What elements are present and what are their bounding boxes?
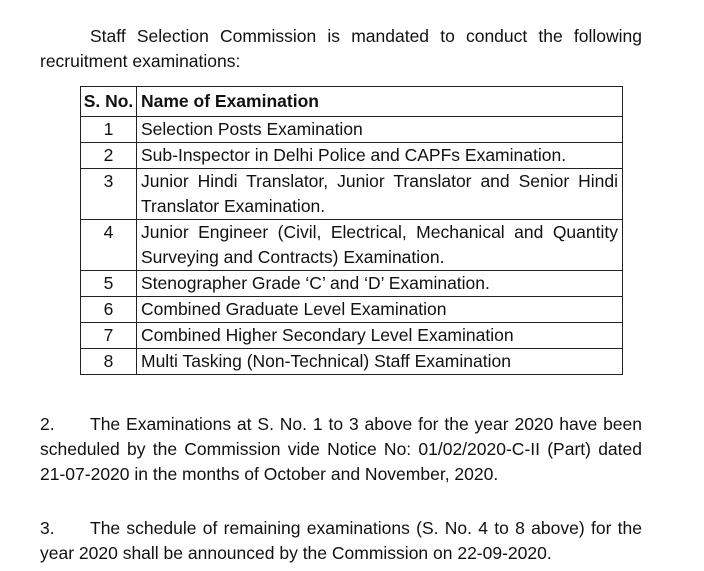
row-sno: 8 [81, 349, 137, 375]
table-row [81, 169, 623, 220]
intro-paragraph: Staff Selection Commission is mandated to conduct the following recruitment examinations: [40, 26, 642, 71]
table-header-row [81, 87, 623, 117]
paragraph-number: 2. [40, 414, 55, 434]
table-row [81, 271, 623, 297]
paragraph-3 [40, 516, 642, 566]
row-exam-name: Multi Tasking (Non-Technical) Staff Examination [137, 349, 623, 375]
paragraph-2 [40, 412, 642, 487]
row-exam-name: Sub-Inspector in Delhi Police and CAPFs Examination. [137, 143, 623, 169]
row-sno: 5 [81, 271, 137, 297]
examinations-table [80, 86, 623, 375]
name-column-header: Name of Examination [137, 87, 623, 117]
row-exam-name: Selection Posts Examination [137, 117, 623, 143]
row-exam-name: Junior Hindi Translator, Junior Translator and Senior Hindi Translator Examination. [137, 169, 623, 220]
table-row [81, 323, 623, 349]
row-exam-name: Stenographer Grade ‘C’ and ‘D’ Examination. [137, 271, 623, 297]
sno-column-header: S. No. [81, 87, 137, 117]
row-exam-name: Junior Engineer (Civil, Electrical, Mechanical and Quantity Surveying and Contracts) Examination. [137, 220, 623, 271]
document-body [40, 24, 642, 74]
table-row [81, 220, 623, 271]
table-row [81, 143, 623, 169]
table-row [81, 297, 623, 323]
row-sno: 1 [81, 117, 137, 143]
row-sno: 6 [81, 297, 137, 323]
row-sno: 3 [81, 169, 137, 220]
table-row [81, 117, 623, 143]
row-exam-name: Combined Graduate Level Examination [137, 297, 623, 323]
paragraph-text: The schedule of remaining examinations (S. No. 4 to 8 above) for the year 2020 shall be announced by the Commission on 22-09-2020. [40, 518, 642, 563]
row-sno: 2 [81, 143, 137, 169]
table-row [81, 349, 623, 375]
row-sno: 7 [81, 323, 137, 349]
row-exam-name: Combined Higher Secondary Level Examination [137, 323, 623, 349]
row-sno: 4 [81, 220, 137, 271]
paragraph-number: 3. [40, 518, 55, 538]
paragraph-text: The Examinations at S. No. 1 to 3 above for the year 2020 have been scheduled by the Commission vide Notice No: 01/02/2020-C-II (Part) dated 21-07-2020 in the months of October and November, 2020. [40, 414, 642, 484]
